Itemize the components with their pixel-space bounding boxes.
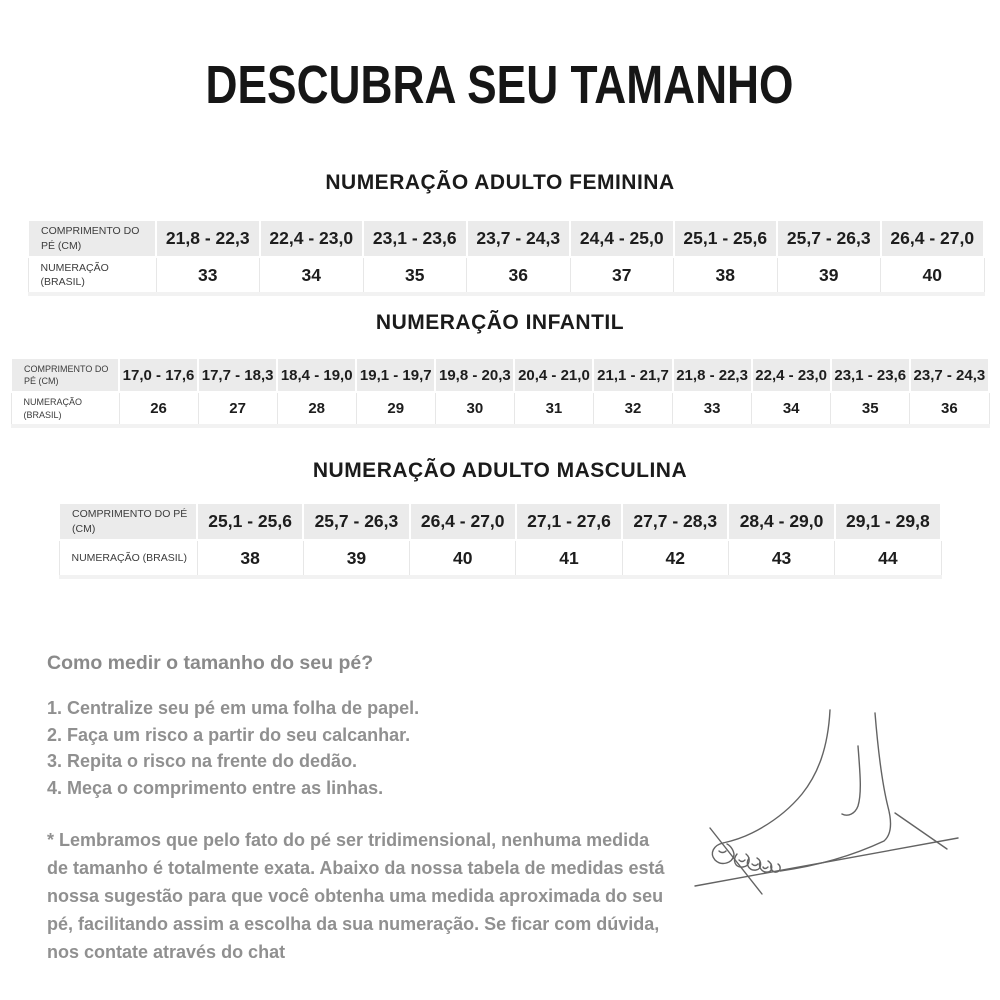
length-range-cell: 25,1 - 25,6 bbox=[197, 503, 303, 540]
how-to-measure-heading: Como medir o tamanho do seu pé? bbox=[47, 652, 374, 674]
length-range-cell: 21,1 - 21,7 bbox=[593, 358, 672, 392]
size-value-cell: 33 bbox=[673, 392, 752, 426]
size-value-cell: 39 bbox=[777, 257, 881, 294]
table-wrap-masculina bbox=[58, 502, 942, 579]
size-value-cell: 35 bbox=[831, 392, 910, 426]
size-table-adulto-feminina bbox=[27, 219, 985, 296]
size-value-cell: 39 bbox=[303, 540, 409, 577]
length-range-cell: 19,8 - 20,3 bbox=[435, 358, 514, 392]
length-range-cell: 28,4 - 29,0 bbox=[728, 503, 834, 540]
length-range-cell: 23,1 - 23,6 bbox=[363, 220, 467, 257]
length-range-cell: 26,4 - 27,0 bbox=[881, 220, 985, 257]
length-range-cell: 26,4 - 27,0 bbox=[410, 503, 516, 540]
length-range-cell: 25,7 - 26,3 bbox=[777, 220, 881, 257]
table-row bbox=[11, 392, 989, 426]
measure-step-3: 3. Repita o risco na frente do dedão. bbox=[47, 751, 358, 771]
size-value-cell: 36 bbox=[910, 392, 989, 426]
length-range-cell: 21,8 - 22,3 bbox=[156, 220, 260, 257]
length-range-cell: 22,4 - 23,0 bbox=[752, 358, 831, 392]
size-value-cell: 36 bbox=[467, 257, 571, 294]
size-value-cell: 38 bbox=[674, 257, 778, 294]
length-label-cell: COMPRIMENTO DO PÉ (CM) bbox=[11, 358, 119, 392]
length-label-cell: COMPRIMENTO DO PÉ (CM) bbox=[28, 220, 156, 257]
size-value-cell: 26 bbox=[119, 392, 198, 426]
length-range-cell: 27,7 - 28,3 bbox=[622, 503, 728, 540]
size-value-cell: 35 bbox=[363, 257, 467, 294]
length-range-cell: 23,7 - 24,3 bbox=[467, 220, 571, 257]
length-range-cell: 25,7 - 26,3 bbox=[303, 503, 409, 540]
foot-measurement-illustration-icon bbox=[690, 688, 990, 930]
table-row bbox=[28, 257, 984, 294]
length-range-cell: 20,4 - 21,0 bbox=[514, 358, 593, 392]
length-label-cell: COMPRIMENTO DO PÉ (CM) bbox=[59, 503, 197, 540]
length-range-cell: 24,4 - 25,0 bbox=[570, 220, 674, 257]
size-label-cell: NUMERAÇÃO (BRASIL) bbox=[11, 392, 119, 426]
table-row bbox=[28, 220, 984, 257]
measure-step-2: 2. Faça um risco a partir do seu calcanhar. bbox=[47, 724, 411, 745]
table-row bbox=[59, 503, 941, 540]
measurement-disclaimer-note: * Lembramos que pelo fato do pé ser tridimensional, nenhuma medida de tamanho é totalmente exata. Abaixo da nossa tabela de medidas está nossa sugestão para que você obtenha uma medida aproximada do seu pé, facilitando assim a escolha da sua numeração. Se ficar com dúvida, nos contate através do chat bbox=[47, 830, 665, 962]
size-value-cell: 38 bbox=[197, 540, 303, 577]
table-wrap-infantil bbox=[10, 357, 990, 428]
length-range-cell: 25,1 - 25,6 bbox=[674, 220, 778, 257]
size-value-cell: 41 bbox=[516, 540, 622, 577]
length-range-cell: 17,0 - 17,6 bbox=[119, 358, 198, 392]
length-range-cell: 23,7 - 24,3 bbox=[910, 358, 989, 392]
how-to-measure-steps bbox=[47, 695, 675, 801]
size-value-cell: 40 bbox=[881, 257, 985, 294]
measure-step-4: 4. Meça o comprimento entre as linhas. bbox=[47, 777, 384, 798]
section-title-adulto-masculina: NUMERAÇÃO ADULTO MASCULINA bbox=[312, 459, 688, 482]
size-value-cell: 28 bbox=[277, 392, 356, 426]
length-range-cell: 29,1 - 29,8 bbox=[835, 503, 941, 540]
length-range-cell: 22,4 - 23,0 bbox=[260, 220, 364, 257]
size-value-cell: 34 bbox=[752, 392, 831, 426]
size-value-cell: 43 bbox=[728, 540, 834, 577]
length-range-cell: 17,7 - 18,3 bbox=[198, 358, 277, 392]
size-value-cell: 30 bbox=[435, 392, 514, 426]
size-value-cell: 33 bbox=[156, 257, 260, 294]
size-value-cell: 31 bbox=[514, 392, 593, 426]
length-range-cell: 27,1 - 27,6 bbox=[516, 503, 622, 540]
size-value-cell: 37 bbox=[570, 257, 674, 294]
length-range-cell: 18,4 - 19,0 bbox=[277, 358, 356, 392]
size-value-cell: 27 bbox=[198, 392, 277, 426]
size-value-cell: 42 bbox=[622, 540, 728, 577]
size-value-cell: 40 bbox=[410, 540, 516, 577]
size-value-cell: 32 bbox=[593, 392, 672, 426]
size-label-cell: NUMERAÇÃO (BRASIL) bbox=[59, 540, 197, 577]
table-wrap-feminina bbox=[27, 219, 985, 296]
measure-step-1: 1. Centralize seu pé em uma folha de papel. bbox=[47, 698, 420, 718]
page-title: DESCUBRA SEU TAMANHO bbox=[206, 55, 794, 115]
size-value-cell: 44 bbox=[835, 540, 941, 577]
how-to-measure-section bbox=[47, 652, 675, 966]
size-label-cell: NUMERAÇÃO (BRASIL) bbox=[28, 257, 156, 294]
length-range-cell: 21,8 - 22,3 bbox=[673, 358, 752, 392]
table-row bbox=[11, 358, 989, 392]
length-range-cell: 23,1 - 23,6 bbox=[831, 358, 910, 392]
size-value-cell: 29 bbox=[356, 392, 435, 426]
section-title-adulto-feminina: NUMERAÇÃO ADULTO FEMININA bbox=[325, 171, 675, 194]
length-range-cell: 19,1 - 19,7 bbox=[356, 358, 435, 392]
section-title-infantil: NUMERAÇÃO INFANTIL bbox=[375, 311, 625, 334]
size-value-cell: 34 bbox=[260, 257, 364, 294]
foot-icon bbox=[690, 688, 990, 925]
table-row bbox=[59, 540, 941, 577]
size-table-adulto-masculina bbox=[58, 502, 942, 579]
size-table-infantil bbox=[10, 357, 990, 428]
page-header bbox=[0, 54, 1000, 116]
